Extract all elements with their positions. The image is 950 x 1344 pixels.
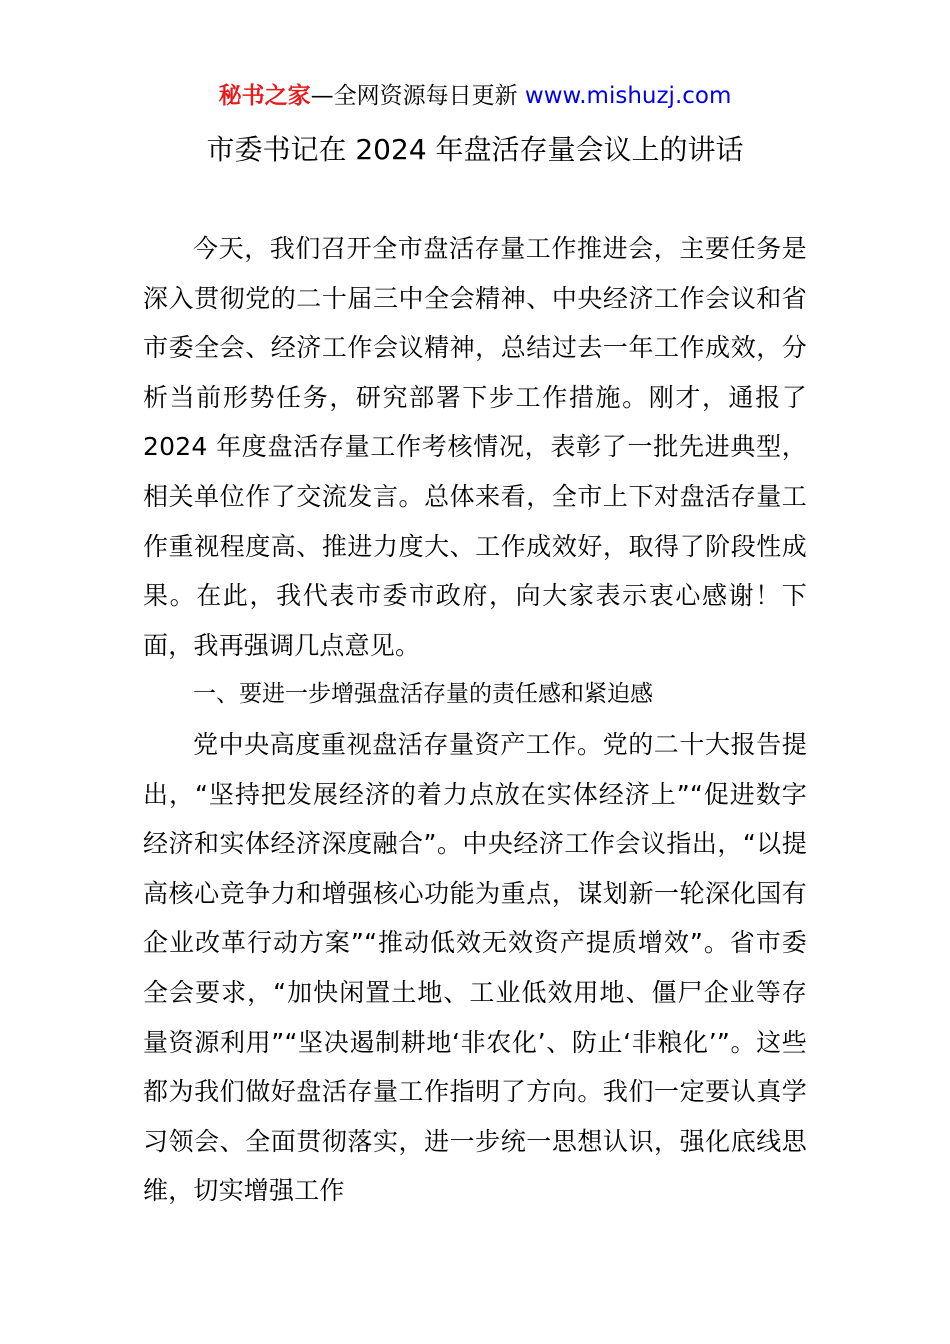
document-body: [143, 224, 807, 1216]
brand-name: 秘书之家: [218, 83, 311, 109]
site-url-link[interactable]: www.mishuzj.com: [524, 83, 732, 109]
section-heading: 一、要进一步增强盘活存量的责任感和紧迫感: [193, 681, 653, 708]
document-title: 市委书记在 2024 年盘活存量会议上的讲话: [206, 133, 744, 166]
brand-slogan: —全网资源每日更新: [310, 83, 518, 109]
paragraph-section-1: 党中央高度重视盘活存量资产工作。党的二十大报告提出，“坚持把发展经济的着力点放在实体经济上”“促进数字经济和实体经济深度融合”。中央经济工作会议指出，“以提高核心竞争力和增强核心功能为重点，谋划新一轮深化国有企业改革行动方案”“推动低效无效资产提质增效”。省市委全会要求，“加快闲置土地、工业低效用地、僵尸企业等存量资源利用”“坚决遏制耕地‘非农化’、防止‘非粮化’”。这些都为我们做好盘活存量工作指明了方向。我们一定要认真学习领会、全面贯彻落实，进一步统一思想认识，强化底线思维，切实增强工作: [143, 729, 807, 1206]
site-header: [0, 80, 950, 112]
paragraph-intro: 今天，我们召开全市盘活存量工作推进会，主要任务是深入贯彻党的二十届三中全会精神、中央经济工作会议和省市委全会、经济工作会议精神，总结过去一年工作成效，分析当前形势任务，研究部署下步工作措施。刚才，通报了 2024 年度盘活存量工作考核情况，表彰了一批先进典型，相关单位作了交流发言。总体来看，全市上下对盘活存量工作重视程度高、推进力度大、工作成效好，取得了阶段性成果。在此，我代表市委市政府，向大家表示衷心感谢！下面，我再强调几点意见。: [143, 234, 807, 660]
